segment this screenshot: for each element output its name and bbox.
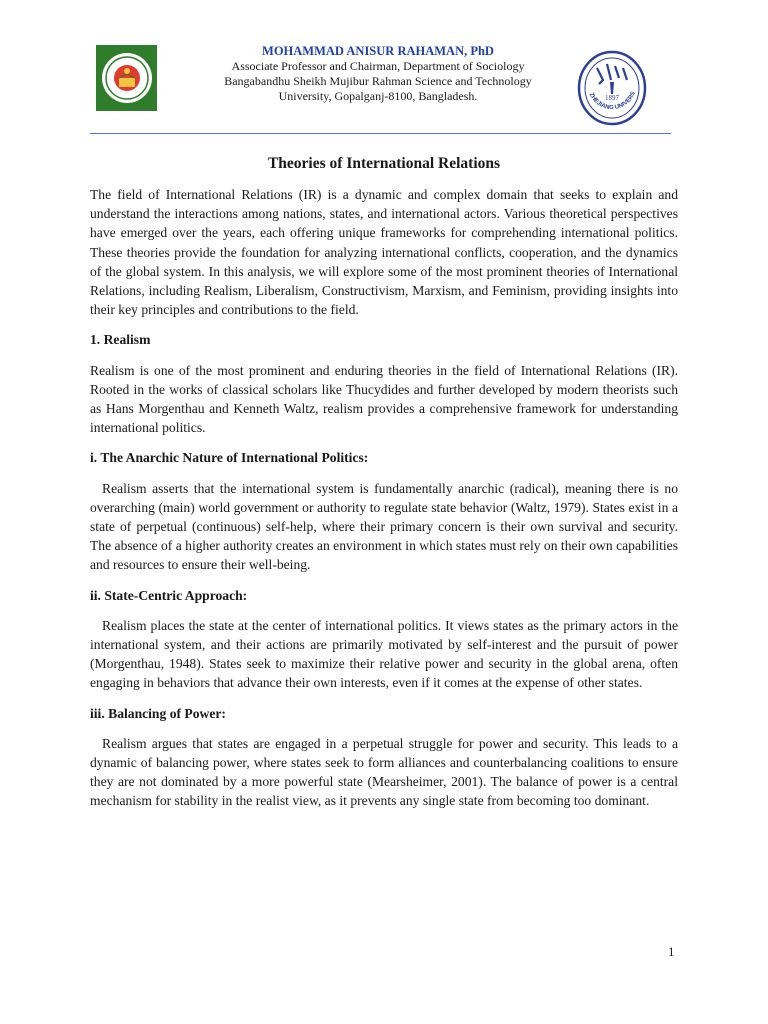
state-centric-paragraph: Realism places the state at the center of international politics. It views states as the primary actors in the international system, and their actions are primarily motivated by self-interest and the pursuit of power (Morgenthau, 1948). States seek to maximize their relative power and security in the global arena, often engaging in behaviors that advance their own interests, even if it comes at the expense of other states. [90,617,678,691]
author-block [180,44,576,104]
author-name: MOHAMMAD ANISUR RAHAMAN, PhD [262,44,494,58]
balancing-power-paragraph: Realism argues that states are engaged in a perpetual struggle for power and security. This leads to a dynamic of balancing power, where states seek to form alliances and counterbalancing coalitions to ensure they are not dominated by a more powerful state (Mearsheimer, 2001). The balance of power is a central mechanism for stability in the realist view, as it prevents any single state from becoming too dominant. [90,735,678,809]
document-title: Theories of International Relations [267,155,501,172]
document-body [90,154,678,822]
section-heading-realism: 1. Realism [90,332,151,348]
seal-year: 1897 [605,94,619,102]
subheading-state-centric: ii. State-Centric Approach: [90,587,248,603]
intro-paragraph: The field of International Relations (IR) is a dynamic and complex domain that seeks to explain and understand the interactions among nations, states, and international actors. Various theoretical perspectives have emerged over the years, each offering unique frameworks for comprehending international politics. These theories provide the foundation for analyzing international conflicts, cooperation, and the dynamics of the global system. In this analysis, we will explore some of the most prominent theories of International Relations, including Realism, Liberalism, Constructivism, Marxism, and Feminism, providing insights into their key principles and contributions to the field. [90,187,678,318]
zhejiang-university-seal-icon [577,50,647,126]
page-number: 1 [668,944,675,959]
realism-intro-paragraph: Realism is one of the most prominent and enduring theories in the field of International Relations (IR). Rooted in the works of classical scholars like Thucydides and further developed by modern theorists such as Hans Morgenthau and Kenneth Waltz, realism provides a comprehensive framework for understanding international politics. [90,362,678,436]
header-divider [90,133,671,134]
author-position: Associate Professor and Chairman, Department of Sociology [231,59,525,73]
anarchic-nature-paragraph: Realism asserts that the international system is fundamentally anarchic (radical), meaning there is no overarching (main) world government or authority to regulate state behavior (Waltz, 1979). States exist in a state of perpetual (continuous) self-help, where their primary concern is their own survival and security. The absence of a higher authority creates an environment in which states must rely on their own capabilities and resources to ensure their well-being. [90,480,678,573]
subheading-balancing-power: iii. Balancing of Power: [90,705,226,721]
seal-text: ZHEJIANG UNIVERS [587,90,637,112]
university-line-1: Bangabandhu Sheikh Mujibur Rahman Science and Technology [224,74,532,88]
bsmrstu-seal-icon [96,45,157,111]
subheading-anarchic-nature: i. The Anarchic Nature of International Politics: [90,450,369,466]
university-line-2: University, Gopalganj-8100, Bangladesh. [278,89,478,103]
